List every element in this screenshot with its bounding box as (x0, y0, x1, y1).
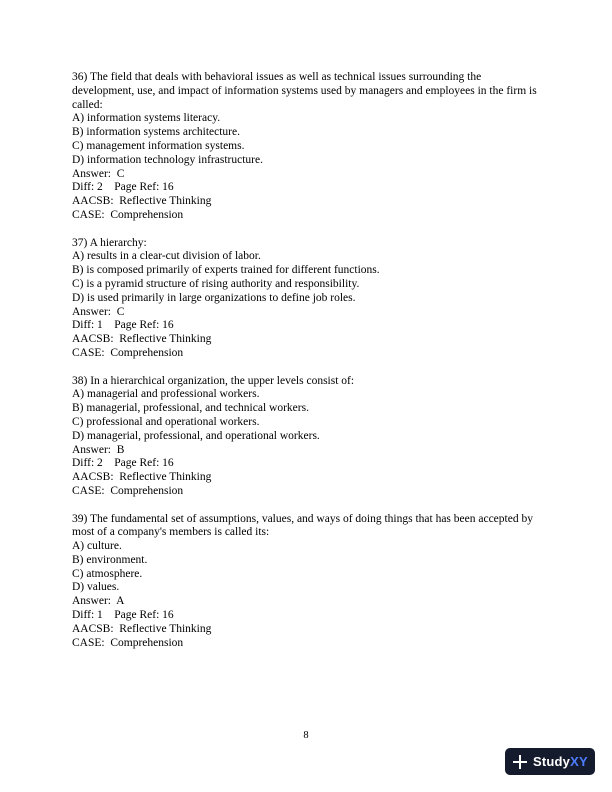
answer: Answer: C (72, 167, 125, 180)
option-b: B) information systems architecture. (72, 126, 240, 139)
option-c: C) is a pyramid structure of rising authority and responsibility. (72, 277, 360, 290)
option-a: A) results in a clear-cut division of labor. (72, 250, 261, 263)
option-d: D) information technology infrastructure. (72, 153, 263, 166)
badge-xy-text: XY (570, 754, 588, 769)
question-37 (72, 237, 542, 361)
aacsb: AACSB: Reflective Thinking (72, 333, 212, 346)
question-stem: 38) In a hierarchical organization, the upper levels consist of: (72, 374, 355, 387)
option-c: C) management information systems. (72, 139, 245, 152)
answer: Answer: A (72, 595, 125, 608)
question-36 (72, 71, 542, 223)
aacsb: AACSB: Reflective Thinking (72, 471, 212, 484)
option-c: C) professional and operational workers. (72, 415, 260, 428)
option-b: B) environment. (72, 553, 148, 566)
difficulty-page-ref: Diff: 1 Page Ref: 16 (72, 609, 174, 622)
badge-study-text: Study (533, 754, 571, 769)
option-d: D) is used primarily in large organizations to define job roles. (72, 291, 356, 304)
option-b: B) is composed primarily of experts trained for different functions. (72, 264, 380, 277)
page-number: 8 (303, 730, 309, 741)
badge-brand (533, 754, 588, 769)
case: CASE: Comprehension (72, 208, 184, 221)
question-stem: 37) A hierarchy: (72, 236, 147, 249)
aacsb: AACSB: Reflective Thinking (72, 622, 212, 635)
case: CASE: Comprehension (72, 636, 184, 649)
studyxy-badge[interactable] (505, 748, 595, 775)
difficulty-page-ref: Diff: 1 Page Ref: 16 (72, 319, 174, 332)
option-d: D) values. (72, 581, 120, 594)
question-stem: 36) The field that deals with behavioral issues as well as technical issues surrounding the development, use, and impact of information systems used by managers and employees in the firm is called: (72, 71, 537, 111)
plus-icon (513, 755, 527, 769)
option-d: D) managerial, professional, and operational workers. (72, 429, 320, 442)
case: CASE: Comprehension (72, 346, 184, 359)
question-stem: 39) The fundamental set of assumptions, values, and ways of doing things that has been accepted by most of a company's members is called its: (72, 512, 533, 539)
document-body (72, 71, 542, 664)
difficulty-page-ref: Diff: 2 Page Ref: 16 (72, 181, 174, 194)
question-38 (72, 375, 542, 499)
option-c: C) atmosphere. (72, 567, 143, 580)
case: CASE: Comprehension (72, 484, 184, 497)
option-b: B) managerial, professional, and technical workers. (72, 402, 309, 415)
option-a: A) managerial and professional workers. (72, 388, 260, 401)
option-a: A) information systems literacy. (72, 112, 221, 125)
answer: Answer: C (72, 305, 125, 318)
question-39 (72, 513, 542, 651)
option-a: A) culture. (72, 540, 122, 553)
difficulty-page-ref: Diff: 2 Page Ref: 16 (72, 457, 174, 470)
answer: Answer: B (72, 443, 125, 456)
aacsb: AACSB: Reflective Thinking (72, 195, 212, 208)
